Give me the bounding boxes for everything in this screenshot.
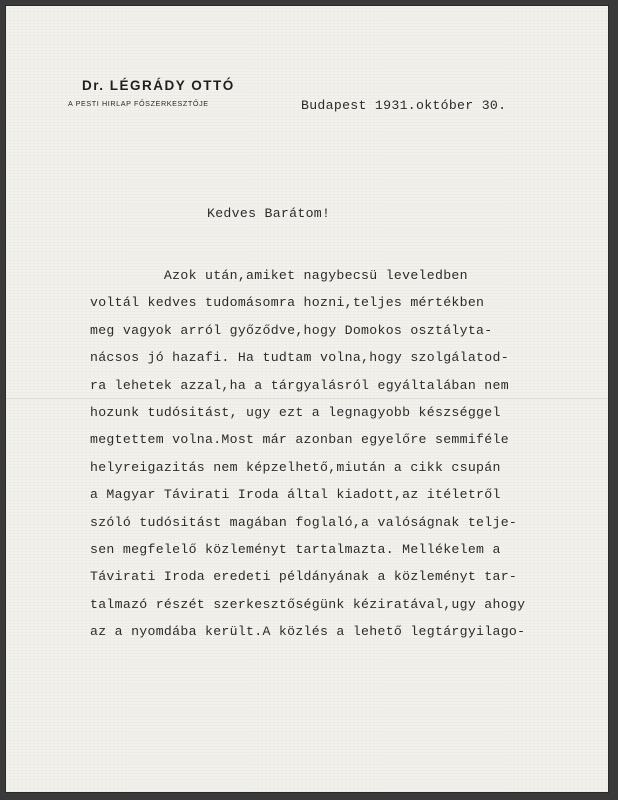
body-line: hozunk tudósitást, ugy ezt a legnagyobb készséggel xyxy=(90,405,501,420)
body-line: talmazó részét szerkesztőségünk kéziratával,ugy ahogy xyxy=(90,596,526,612)
letter-page xyxy=(6,6,608,792)
body-line: helyreigazitás nem képzelhető,miután a cikk csupán xyxy=(90,459,501,475)
letterhead-title: A PESTI HIRLAP FŐSZERKESZTŐJE xyxy=(68,99,209,108)
letterhead-name: Dr. LÉGRÁDY OTTÓ xyxy=(82,78,235,93)
body-line: Azok után,amiket nagybecsü leveledben xyxy=(90,268,468,283)
body-line: meg vagyok arról győződve,hogy Domokos osztályta- xyxy=(90,322,493,338)
body-line: nácsos jó hazafi. Ha tudtam volna,hogy szolgálatod- xyxy=(90,350,509,366)
body-line: Távirati Iroda eredeti példányának a közleményt tar- xyxy=(90,569,518,585)
letter-date: Budapest 1931.október 30. xyxy=(301,98,507,113)
body-line: szóló tudósitást magában foglaló,a valóságnak telje- xyxy=(90,514,518,530)
body-line: ra lehetek azzal,ha a tárgyalásról egyáltalában nem xyxy=(90,377,509,393)
letter-salutation: Kedves Barátom! xyxy=(207,206,331,221)
body-line: voltál kedves tudomásomra hozni,teljes mértékben xyxy=(90,295,485,311)
body-line: sen megfelelő közleményt tartalmazta. Mellékelem a xyxy=(90,542,501,557)
body-line: a Magyar Távirati Iroda által kiadott,az itéletről xyxy=(90,487,501,503)
body-line: megtettem volna.Most már azonban egyelőre semmiféle xyxy=(90,432,509,448)
body-line: az a nyomdába került.A közlés a lehető legtárgyilago- xyxy=(90,624,526,640)
fold-crease xyxy=(6,398,608,399)
